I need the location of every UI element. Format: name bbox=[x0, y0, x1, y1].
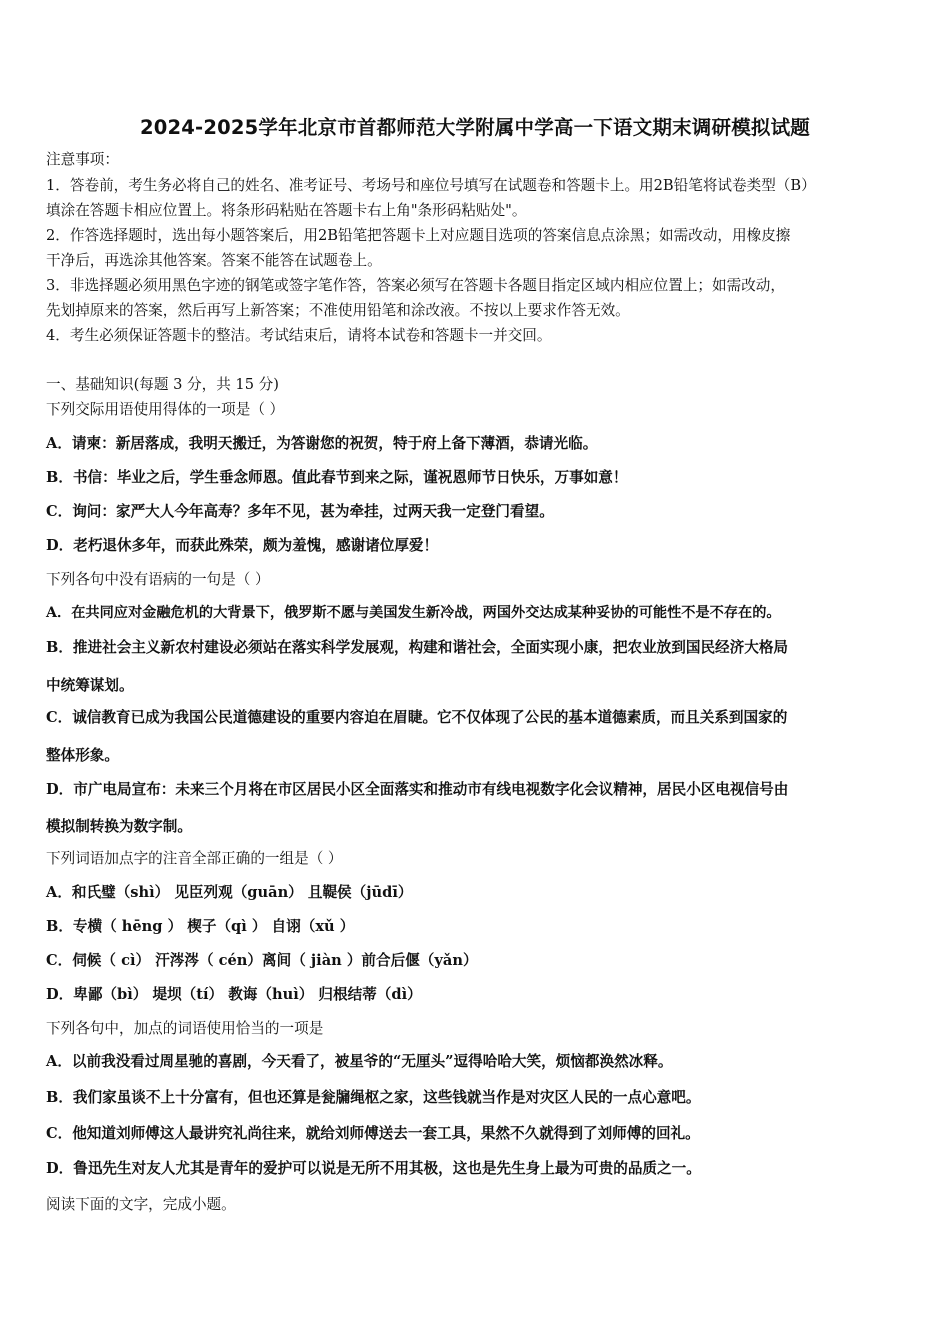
page-title: 2024-2025学年北京市首都师范大学附属中学高一下语文期末调研模拟试题 bbox=[139, 116, 811, 139]
notice-line: 1．答卷前，考生务必将自己的姓名、准考证号、考场号和座位号填写在试题卷和答题卡上。用2B铅笔将试卷类型（B） bbox=[46, 177, 816, 194]
question-2-stem: 下列各句中没有语病的一句是（ ） bbox=[46, 571, 270, 588]
question-4-option-c: C．他知道刘师傅这人最讲究礼尚往来，就给刘师傅送去一套工具，果然不久就得到了刘师傅的回礼。 bbox=[46, 1125, 700, 1142]
question-1-option-d: D．老朽退休多年，而获此殊荣，颇为羞愧，感谢诸位厚爱！ bbox=[46, 537, 439, 554]
question-1-option-a: A．请柬：新居落成，我明天搬迁，为答谢您的祝贺，特于府上备下薄酒，恭请光临。 bbox=[46, 435, 598, 452]
question-4-option-b: B．我们家虽谈不上十分富有，但也还算是瓮牖绳枢之家，这些钱就当作是对灾区人民的一点心意吧。 bbox=[46, 1089, 701, 1106]
question-2-option-b-cont: 中统筹谋划。 bbox=[46, 677, 134, 694]
question-3-option-a: A．和氏璧（shì） 见臣列观（guān） 且鞮侯（jūdī） bbox=[46, 884, 413, 901]
question-4-option-d: D．鲁迅先生对友人尤其是青年的爱护可以说是无所不用其极，这也是先生身上最为可贵的品质之一。 bbox=[46, 1160, 701, 1177]
question-2-option-c-cont: 整体形象。 bbox=[46, 747, 119, 764]
question-2-option-c: C．诚信教育已成为我国公民道德建设的重要内容迫在眉睫。它不仅体现了公民的基本道德素质，而且关系到国家的 bbox=[46, 709, 788, 726]
question-2-option-b: B．推进社会主义新农村建设必须站在落实科学发展观，构建和谐社会，全面实现小康，把农业放到国民经济大格局 bbox=[46, 639, 789, 656]
question-3-option-b: B．专横（ hēng ） 楔子（qì ） 自诩（xǔ ） bbox=[46, 918, 355, 935]
question-2-option-d-cont: 模拟制转换为数字制。 bbox=[46, 818, 192, 835]
reading-prompt: 阅读下面的文字，完成小题。 bbox=[46, 1196, 236, 1213]
notice-line: 2．作答选择题时，选出每小题答案后，用2B铅笔把答题卡上对应题目选项的答案信息点涂黑；如需改动，用橡皮擦 bbox=[46, 227, 791, 244]
question-2-option-a: A．在共同应对金融危机的大背景下，俄罗斯不愿与美国发生新冷战，两国外交达成某种妥协的可能性不是不存在的。 bbox=[46, 605, 781, 621]
question-3-stem: 下列词语加点字的注音全部正确的一组是（ ） bbox=[46, 850, 343, 867]
notice-heading: 注意事项： bbox=[46, 151, 119, 168]
question-4-stem: 下列各句中，加点的词语使用恰当的一项是 bbox=[46, 1020, 324, 1037]
question-1-option-b: B．书信：毕业之后，学生垂念师恩。值此春节到来之际，谨祝恩师节日快乐，万事如意！ bbox=[46, 469, 628, 486]
notice-line: 干净后，再选涂其他答案。答案不能答在试题卷上。 bbox=[46, 252, 382, 269]
question-2-option-d: D．市广电局宣布：未来三个月将在市区居民小区全面落实和推动市有线电视数字化会议精神，居民小区电视信号由 bbox=[46, 781, 789, 798]
question-1-option-c: C．询问：家严大人今年高寿？多年不见，甚为牵挂，过两天我一定登门看望。 bbox=[46, 503, 554, 520]
notice-line: 先划掉原来的答案，然后再写上新答案；不准使用铅笔和涂改液。不按以上要求作答无效。 bbox=[46, 302, 630, 319]
notice-line: 3．非选择题必须用黑色字迹的钢笔或签字笔作答，答案必须写在答题卡各题目指定区域内相应位置上；如需改动， bbox=[46, 277, 785, 294]
section-title: 一、基础知识(每题 3 分，共 15 分) bbox=[46, 376, 279, 393]
question-4-option-a: A．以前我没看过周星驰的喜剧，今天看了，被星爷的“无厘头”逗得哈哈大笑，烦恼都涣然冰释。 bbox=[46, 1053, 673, 1070]
question-3-option-c: C．伺候（ cì） 汗涔涔（ cén）离间（ jiàn ）前合后偃（yǎn） bbox=[46, 952, 478, 969]
question-3-option-d: D．卑鄙（bì） 堤坝（tí） 教诲（huì） 归根结蒂（dì） bbox=[46, 986, 422, 1003]
notice-line: 4．考生必须保证答题卡的整洁。考试结束后，请将本试卷和答题卡一并交回。 bbox=[46, 327, 552, 344]
notice-line: 填涂在答题卡相应位置上。将条形码粘贴在答题卡右上角"条形码粘贴处"。 bbox=[46, 202, 527, 219]
question-1-stem: 下列交际用语使用得体的一项是（ ） bbox=[46, 401, 285, 418]
